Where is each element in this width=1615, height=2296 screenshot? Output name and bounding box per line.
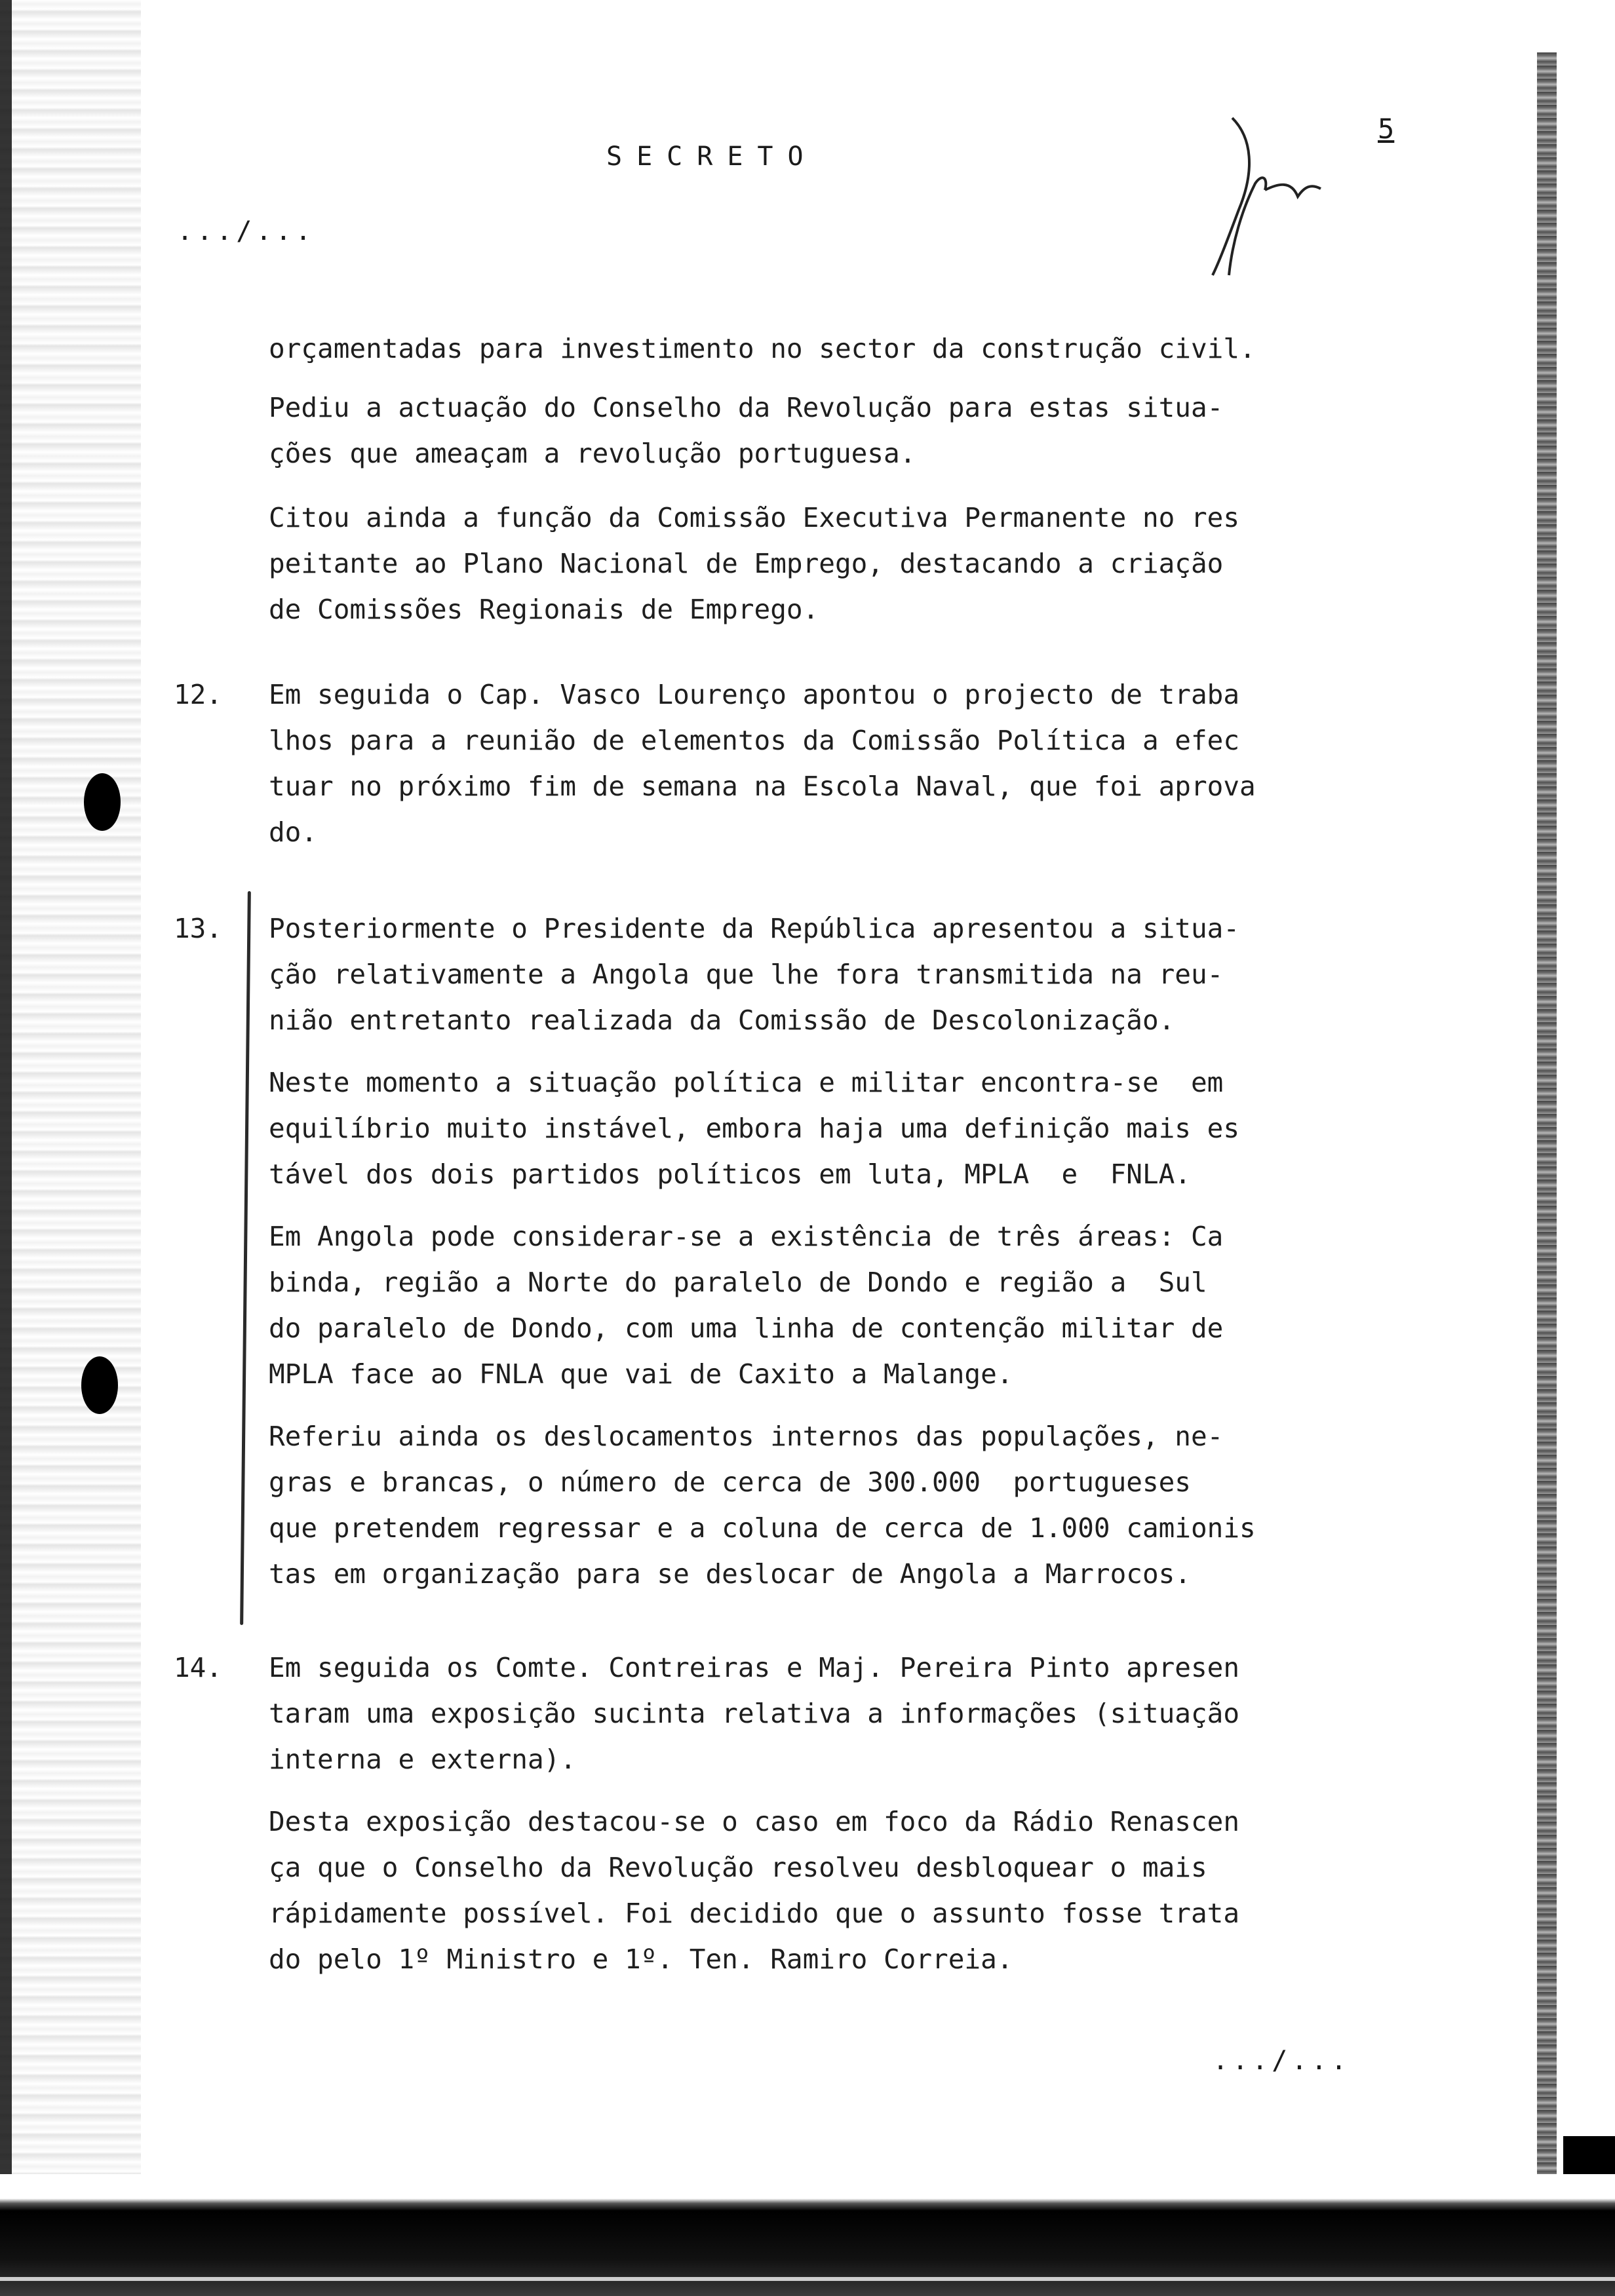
scan-edge-right: [1537, 52, 1557, 2215]
text-line: rápidamente possível. Foi decidido que o assunto fosse trata: [269, 1898, 1240, 1929]
text-line: tuar no próximo fim de semana na Escola Naval, que foi aprova: [269, 771, 1256, 802]
text-line: Neste momento a situação política e militar encontra-se em: [269, 1067, 1224, 1098]
text-line: peitante ao Plano Nacional de Emprego, destacando a criação: [269, 548, 1224, 579]
classification-header: SECRETO: [606, 142, 818, 172]
text-line: Em Angola pode considerar-se a existência de três áreas: Ca: [269, 1221, 1224, 1252]
text-line: nião entretanto realizada da Comissão de Descolonização.: [269, 1004, 1175, 1036]
text-line: Em seguida o Cap. Vasco Lourenço apontou o projecto de traba: [269, 679, 1240, 710]
text-line: lhos para a reunião de elementos da Comissão Política a efec: [269, 725, 1240, 756]
continuation-mark-bottom: .../...: [1213, 2046, 1351, 2076]
text-line: de Comissões Regionais de Emprego.: [269, 594, 819, 625]
continuation-mark-top: .../...: [177, 216, 315, 246]
text-line: gras e brancas, o número de cerca de 300.000 portugueses: [269, 1466, 1191, 1498]
text-line: Em seguida os Comte. Contreiras e Maj. Pereira Pinto apresen: [269, 1652, 1240, 1683]
text-line: Pediu a actuação do Conselho da Revolução para estas situa-: [269, 392, 1224, 423]
text-line: ça que o Conselho da Revolução resolveu desbloquear o mais: [269, 1852, 1207, 1883]
text-line: Citou ainda a função da Comissão Executiva Permanente no res: [269, 502, 1240, 533]
page-number: 5: [1378, 113, 1395, 145]
text-line: taram uma exposição sucinta relativa a informações (situação: [269, 1698, 1240, 1729]
text-line: equilíbrio muito instável, embora haja uma definição mais es: [269, 1113, 1240, 1144]
scan-shadow-left: [0, 0, 141, 2296]
text-line: Desta exposição destacou-se o caso em foco da Rádio Renascen: [269, 1806, 1240, 1837]
text-line: do pelo 1º Ministro e 1º. Ten. Ramiro Correia.: [269, 1943, 1013, 1975]
text-line: tas em organização para se deslocar de Angola a Marrocos.: [269, 1558, 1191, 1590]
punch-hole-upper: [84, 773, 121, 831]
item-number-13: 13.: [174, 913, 223, 944]
text-line: ção relativamente a Angola que lhe fora transmitida na reu-: [269, 959, 1224, 990]
text-line: interna e externa).: [269, 1744, 576, 1775]
text-line: tável dos dois partidos políticos em luta, MPLA e FNLA.: [269, 1158, 1191, 1190]
text-line: Referiu ainda os deslocamentos internos das populações, ne-: [269, 1421, 1224, 1452]
text-line: que pretendem regressar e a coluna de cerca de 1.000 camionis: [269, 1512, 1256, 1544]
punch-hole-lower: [81, 1356, 118, 1414]
text-line: do.: [269, 816, 318, 848]
text-line: orçamentadas para investimento no sector da construção civil.: [269, 333, 1256, 364]
text-line: Posteriormente o Presidente da República apresentou a situa-: [269, 913, 1240, 944]
scan-line-bottom: [0, 2277, 1615, 2281]
scan-edge-left: [0, 0, 12, 2296]
text-line: do paralelo de Dondo, com uma linha de contenção militar de: [269, 1312, 1224, 1344]
item-number-12: 12.: [174, 679, 223, 710]
margin-bracket: [240, 891, 251, 1625]
handwritten-initials: [1193, 111, 1337, 288]
text-line: ções que ameaçam a revolução portuguesa.: [269, 438, 916, 469]
text-line: binda, região a Norte do paralelo de Dondo e região a Sul: [269, 1267, 1207, 1298]
item-number-14: 14.: [174, 1652, 223, 1683]
text-line: MPLA face ao FNLA que vai de Caxito a Malange.: [269, 1358, 1013, 1390]
